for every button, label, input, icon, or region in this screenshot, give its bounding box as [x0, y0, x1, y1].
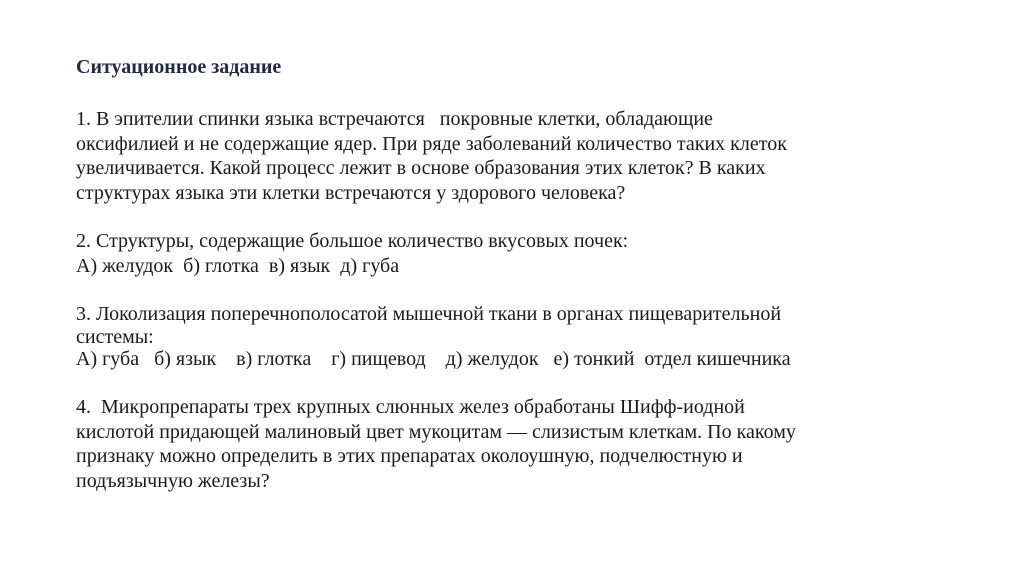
slide-title: Ситуационное задание	[76, 56, 282, 78]
task-2-line: 2. Структуры, содержащие большое количество вкусовых почек:	[76, 230, 629, 252]
task-4-line: признаку можно определить в этих препаратах околоушную, подчелюстную и	[76, 445, 743, 467]
task-4-line: подъязычную железы?	[76, 469, 270, 492]
task-4	[76, 395, 956, 493]
task-1-line: 1. В эпителии спинки языка встречаются покровные клетки, обладающие	[76, 108, 713, 130]
task-3-line: А) губа б) язык в) глотка г) пищевод д) желудок е) тонкий отдел кишечника	[76, 347, 791, 370]
task-4-line: кислотой придающей малиновый цвет мукоцитам — слизистым клеткам. По какому	[76, 420, 796, 443]
task-3-line: 3. Локолизация поперечнополосатой мышечной ткани в органах пищеварительной	[76, 303, 782, 325]
task-2	[76, 229, 956, 278]
task-1-line: структурах языка эти клетки встречаются у здорового человека?	[76, 181, 626, 204]
task-3	[76, 302, 956, 371]
task-1-line: увеличивается. Какой процесс лежит в основе образования этих клеток? В каких	[76, 157, 766, 179]
task-2-line: А) желудок б) глотка в) язык д) губа	[76, 254, 400, 277]
task-3-line: системы:	[76, 325, 154, 348]
task-4-line: 4. Микропрепараты трех крупных слюнных желез обработаны Шифф-иодной	[76, 396, 745, 418]
task-1	[76, 107, 956, 205]
slide-content	[76, 54, 956, 517]
task-1-line: оксифилией и не содержащие ядер. При ряде заболеваний количество таких клеток	[76, 132, 787, 155]
